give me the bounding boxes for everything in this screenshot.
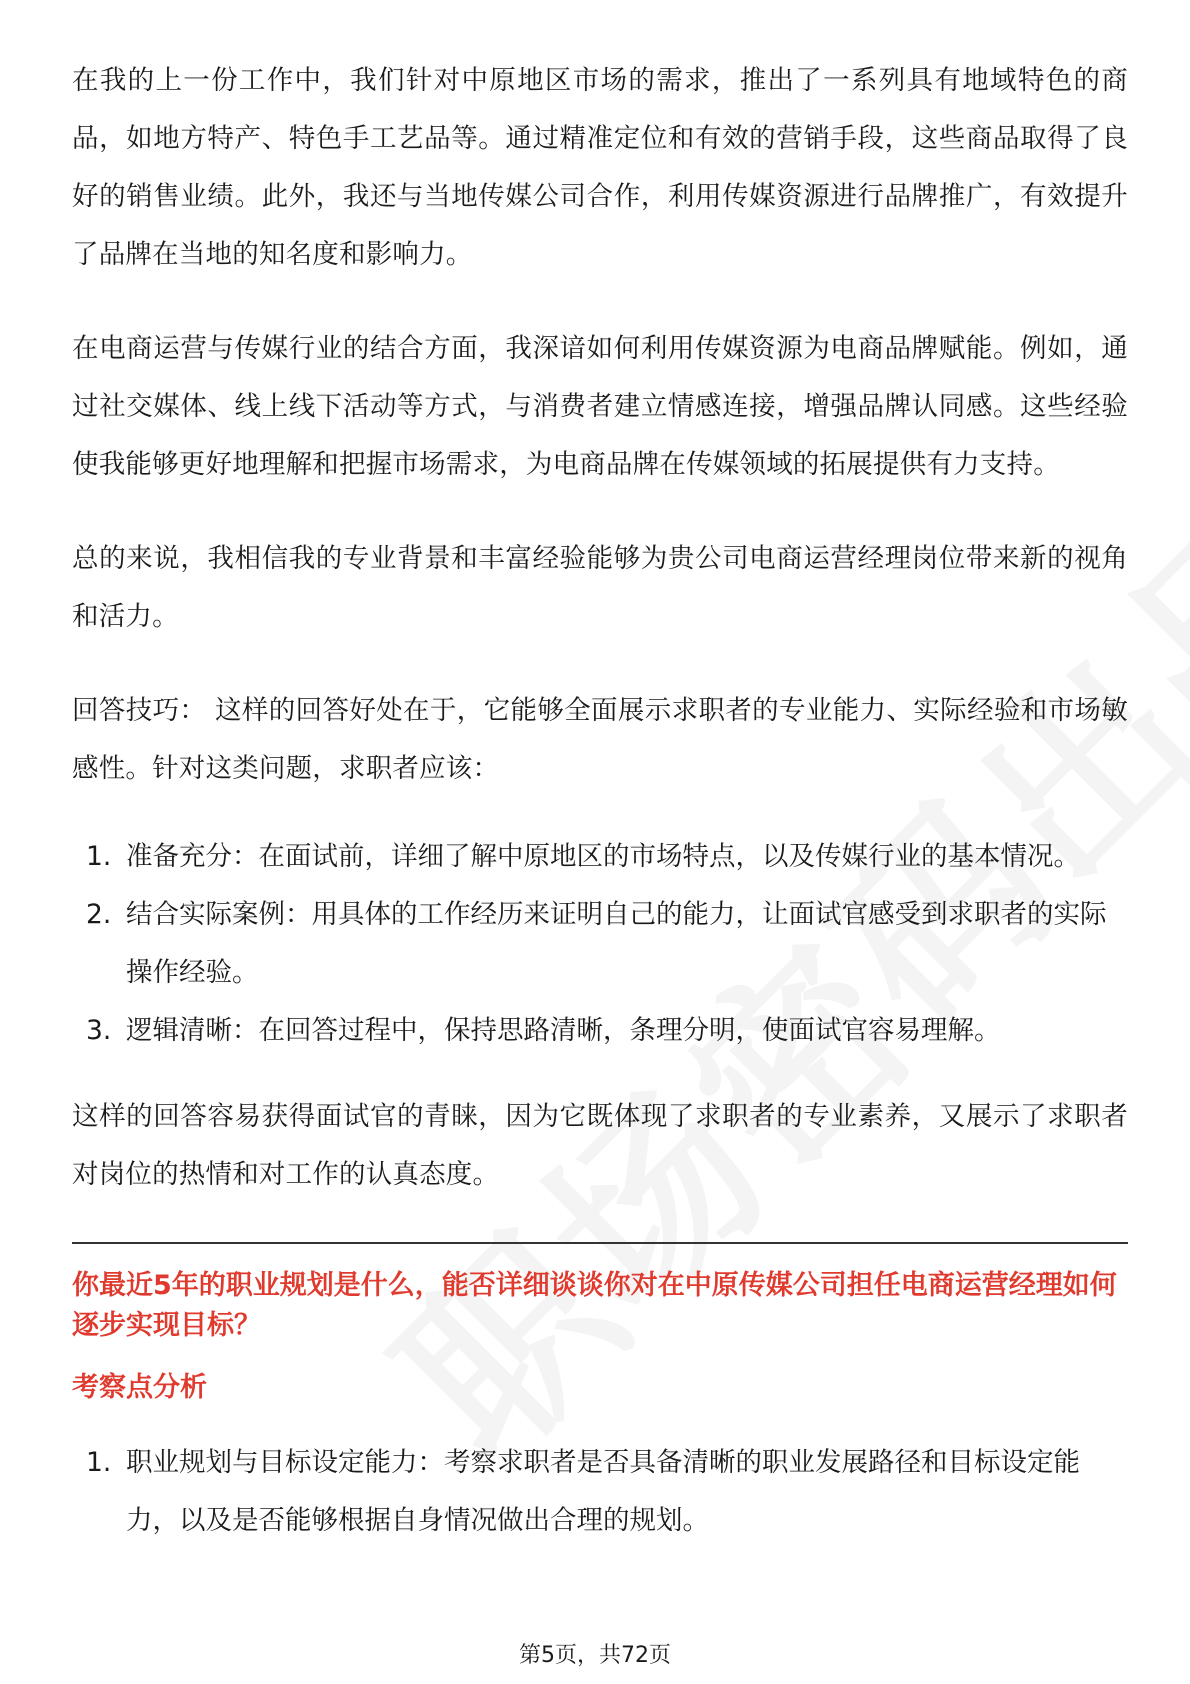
section-title: 考察点分析 xyxy=(72,1372,207,1403)
paragraph-summary: 总的来说，我相信我的专业背景和丰富经验能够为贵公司电商运营经理岗位带来新的视角和活力。 xyxy=(72,543,1128,632)
document-body xyxy=(72,52,1128,1550)
list-item xyxy=(72,1002,1128,1060)
list-number: 3. xyxy=(86,1015,112,1046)
paragraph-closing: 这样的回答容易获得面试官的青睐，因为它既体现了求职者的专业素养，又展示了求职者对岗位的热情和对工作的认真态度。 xyxy=(72,1101,1128,1190)
list-item-text: 准备充分：在面试前，详细了解中原地区的市场特点，以及传媒行业的基本情况。 xyxy=(126,841,1080,872)
list-number: 1. xyxy=(86,841,112,872)
page-footer: 第5页，共72页 xyxy=(519,1643,671,1668)
list-item xyxy=(72,1434,1128,1550)
list-item-text: 职业规划与目标设定能力：考察求职者是否具备清晰的职业发展路径和目标设定能力，以及是否能够根据自身情况做出合理的规划。 xyxy=(126,1447,1080,1536)
paragraph-media-ecommerce: 在电商运营与传媒行业的结合方面，我深谙如何利用传媒资源为电商品牌赋能。例如，通过社交媒体、线上线下活动等方式，与消费者建立情感连接，增强品牌认同感。这些经验使我能够更好地理解和把握市场需求，为电商品牌在传媒领域的拓展提供有力支持。 xyxy=(72,333,1128,480)
list-number: 2. xyxy=(86,899,112,930)
question-heading: 你最近5年的职业规划是什么，能否详细谈谈你对在中原传媒公司担任电商运营经理如何逐步实现目标？ xyxy=(72,1270,1117,1341)
list-item-text: 结合实际案例：用具体的工作经历来证明自己的能力，让面试官感受到求职者的实际操作经验。 xyxy=(126,899,1107,988)
analysis-list xyxy=(72,1434,1128,1550)
paragraph-answer-tips: 回答技巧： 这样的回答好处在于，它能够全面展示求职者的专业能力、实际经验和市场敏感性。针对这类问题，求职者应该： xyxy=(72,695,1128,784)
list-item-text: 逻辑清晰：在回答过程中，保持思路清晰，条理分明，使面试官容易理解。 xyxy=(126,1015,1001,1046)
list-item xyxy=(72,886,1128,1002)
list-item xyxy=(72,828,1128,886)
list-number: 1. xyxy=(86,1447,112,1478)
tips-list xyxy=(72,828,1128,1060)
paragraph-previous-work: 在我的上一份工作中，我们针对中原地区市场的需求，推出了一系列具有地域特色的商品，如地方特产、特色手工艺品等。通过精准定位和有效的营销手段，这些商品取得了良好的销售业绩。此外，我还与当地传媒公司合作，利用传媒资源进行品牌推广，有效提升了品牌在当地的知名度和影响力。 xyxy=(72,65,1128,270)
